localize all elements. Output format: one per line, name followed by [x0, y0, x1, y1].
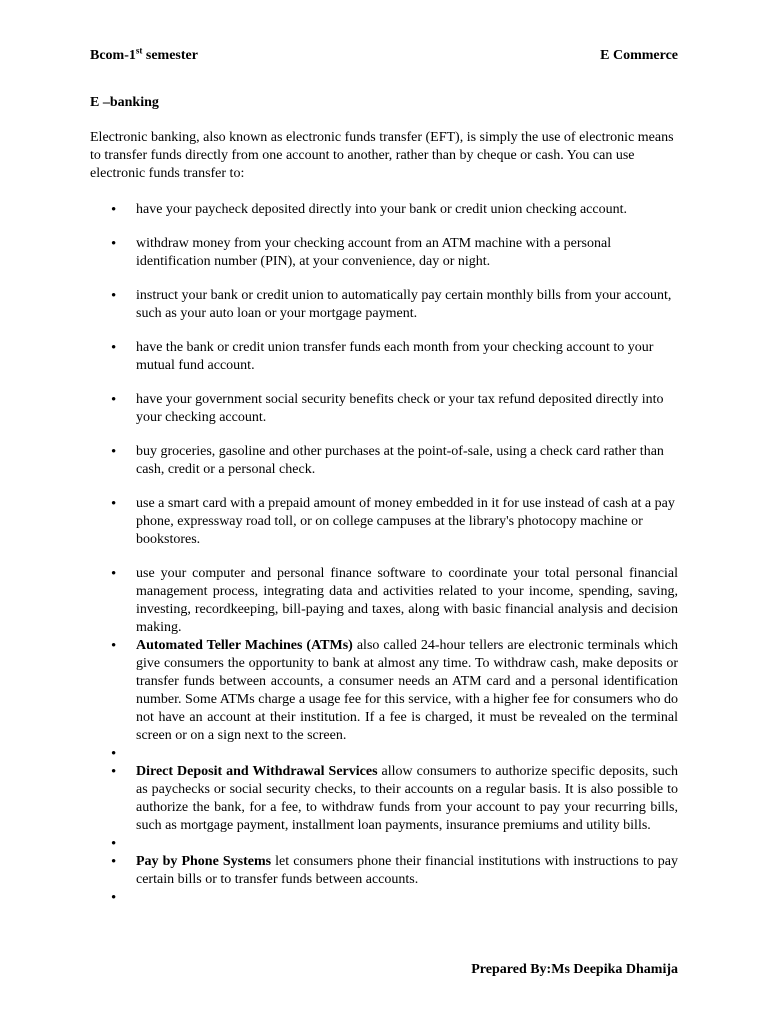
- eft-uses-list: [90, 201, 678, 907]
- intro-paragraph: Electronic banking, also known as electronic funds transfer (EFT), is simply the use of electronic means to transfer funds directly from one account to another, rather than by cheque or cash. You can use electronic funds transfer to:: [90, 130, 674, 181]
- course-label: Bcom-1st semester: [90, 45, 198, 63]
- empty-list-item: [90, 745, 678, 763]
- subject-label: E Commerce: [600, 48, 678, 63]
- list-item: • have your paycheck deposited directly into your bank or credit union checking account.: [90, 201, 678, 219]
- term-direct-deposit: Direct Deposit and Withdrawal Services: [136, 764, 378, 779]
- list-item: • buy groceries, gasoline and other purchases at the point-of-sale, using a check card rather than cash, credit or a personal check.: [90, 443, 678, 479]
- list-item: • use a smart card with a prepaid amount of money embedded in it for use instead of cash at a pay phone, expressway road toll, or on college campuses at the library's photocopy machine or bookstores.: [90, 495, 678, 549]
- term-atm: Automated Teller Machines (ATMs): [136, 638, 353, 653]
- list-item-atm: • Automated Teller Machines (ATMs) also called 24-hour tellers are electronic terminals which give consumers the opportunity to bank at almost any time. To withdraw cash, make deposits or transfer funds between accounts, a consumer needs an ATM card and a personal identification number. Some ATMs charge a usage fee for this service, with a higher fee for consumers who do not have an account at their institution. If a fee is charged, it must be revealed on the terminal screen or on a sign next to the screen.: [90, 637, 678, 745]
- list-item: • have your government social security benefits check or your tax refund deposited directly into your checking account.: [90, 391, 678, 427]
- list-item: • instruct your bank or credit union to automatically pay certain monthly bills from your account, such as your auto loan or your mortgage payment.: [90, 287, 678, 323]
- list-item: • use your computer and personal finance software to coordinate your total personal financial management process, integrating data and activities related to your income, spending, saving, investing, recordkeeping, bill-paying and taxes, along with basic financial analysis and decision making.: [90, 565, 678, 637]
- empty-list-item: [90, 889, 678, 907]
- section-title: E –banking: [90, 95, 159, 110]
- list-item: • withdraw money from your checking account from an ATM machine with a personal identification number (PIN), at your convenience, day or night.: [90, 235, 678, 271]
- page-header: [90, 47, 678, 65]
- term-pay-by-phone: Pay by Phone Systems: [136, 854, 272, 869]
- prepared-by: Prepared By:Ms Deepika Dhamija: [471, 962, 678, 977]
- list-item: • have the bank or credit union transfer funds each month from your checking account to your mutual fund account.: [90, 339, 678, 375]
- list-item-direct-deposit: • Direct Deposit and Withdrawal Services allow consumers to authorize specific deposits, such as paychecks or social security checks, to their accounts on a regular basis. It is also possible to authorize the bank, for a fee, to withdraw funds from your account to pay your recurring bills, such as mortgage payment, installment loan payments, insurance premiums and utility bills.: [90, 763, 678, 835]
- list-item-pay-by-phone: • Pay by Phone Systems let consumers phone their financial institutions with instructions to pay certain bills or to transfer funds between accounts.: [90, 853, 678, 889]
- empty-list-item: [90, 835, 678, 853]
